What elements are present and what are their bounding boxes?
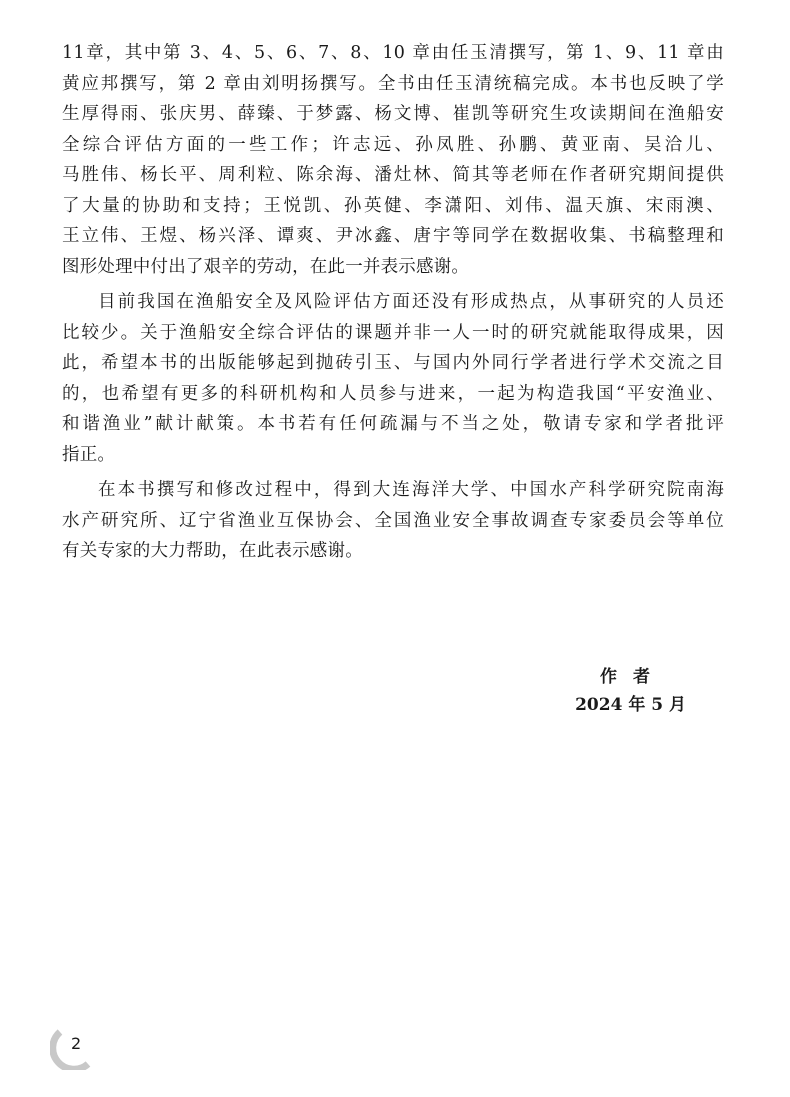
paragraph-3-line-3: 有关专家的大力帮助，在此表示感谢。 xyxy=(62,541,363,561)
paragraph-3-line-2: 水产研究所、辽宁省渔业互保协会、全国渔业安全事故调查专家委员会等单位 xyxy=(62,510,724,531)
paragraph-1-line-4: 全综合评估方面的一些工作；许志远、孙凤胜、孙鹏、黄亚南、吴洽儿、 xyxy=(62,134,724,155)
page-number: 2 xyxy=(71,1034,82,1053)
paragraph-1-line-1: 11章，其中第 3、4、5、6、7、8、10 章由任玉清撰写，第 1、9、11 章由 xyxy=(62,43,724,63)
paragraph-1-line-5: 马胜伟、杨长平、周利粒、陈余海、潘灶林、简其等老师在作者研究期间提供 xyxy=(62,165,724,185)
paragraph-2-line-5: 和谐渔业”献计献策。本书若有任何疏漏与不当之处，敬请专家和学者批评 xyxy=(62,414,724,434)
paragraph-2-line-6: 指正。 xyxy=(62,444,116,465)
signature-date: 2024 年 5 月 xyxy=(575,695,686,715)
paragraph-2-line-4: 的，也希望有更多的科研机构和人员参与进来，一起为构造我国“平安渔业、 xyxy=(62,383,724,404)
paragraph-1-line-2: 黄应邦撰写，第 2 章由刘明扬撰写。全书由任玉清统稿完成。本书也反映了学 xyxy=(62,73,724,94)
paragraph-1-line-3: 生厚得雨、张庆男、薛臻、于梦露、杨文博、崔凯等研究生攻读期间在渔船安 xyxy=(62,104,724,124)
paragraph-2-line-2: 比较少。关于渔船安全综合评估的课题并非一人一时的研究就能取得成果，因 xyxy=(62,322,724,343)
signature-author: 作者 xyxy=(600,667,666,687)
paragraph-1-line-7: 王立伟、王煜、杨兴泽、谭爽、尹冰鑫、唐宇等同学在数据收集、书稿整理和 xyxy=(62,226,724,246)
page-number-badge xyxy=(50,1026,94,1070)
paragraph-1-line-6: 了大量的协助和支持；王悦凯、孙英健、李潇阳、刘伟、温天旗、宋雨澳、 xyxy=(62,195,724,216)
paragraph-3-line-1: 在本书撰写和修改过程中，得到大连海洋大学、中国水产科学研究院南海 xyxy=(98,480,724,500)
preface-body xyxy=(62,38,724,567)
paragraph-2-line-1: 目前我国在渔船安全及风险评估方面还没有形成热点，从事研究的人员还 xyxy=(98,292,724,312)
paragraph-1-line-8: 图形处理中付出了艰辛的劳动，在此一并表示感谢。 xyxy=(62,256,470,277)
paragraph-2-line-3: 此，希望本书的出版能够起到抛砖引玉、与国内外同行学者进行学术交流之目 xyxy=(62,353,724,373)
